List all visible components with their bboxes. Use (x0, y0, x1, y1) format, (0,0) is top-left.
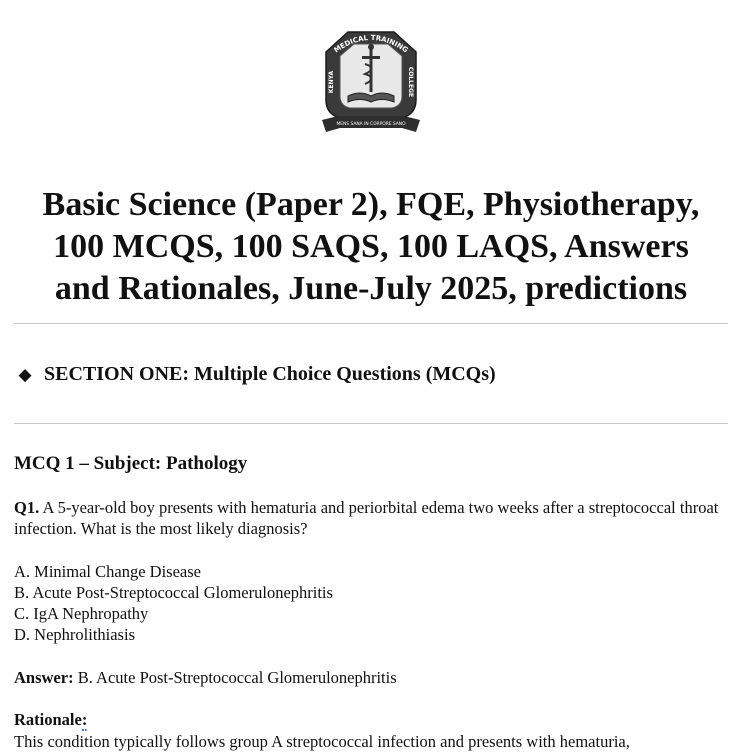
divider (14, 323, 728, 324)
title-line: Basic Science (Paper 2), FQE, Physiotherapy, (42, 186, 700, 223)
college-logo (318, 22, 424, 138)
answer-label: Answer: (14, 668, 74, 687)
question-label: Q1. (14, 498, 40, 517)
title-line: and Rationales, June-July 2025, predictions (54, 270, 688, 307)
logo-right-text: COLLEGE (407, 66, 414, 98)
answer-options (14, 561, 728, 645)
option-b: B. Acute Post-Streptococcal Glomerulonephritis (14, 583, 333, 602)
rationale-heading (14, 709, 728, 730)
document-title (14, 184, 728, 310)
option-c: C. IgA Nephropathy (14, 604, 149, 623)
section-heading (16, 361, 496, 388)
question (14, 497, 728, 539)
logo-top-text: MEDICAL TRAINING (332, 33, 410, 55)
rationale-label: Rationale (14, 710, 82, 729)
logo-left-text: KENYA (328, 70, 335, 94)
section-title: SECTION ONE: Multiple Choice Questions (MCQs) (44, 363, 496, 385)
question-text: A 5-year-old boy presents with hematuria and periorbital edema two weeks after a streptococcal throat infection. What is the most likely diagnosis? (14, 498, 719, 538)
diamond-icon: ◆ (18, 365, 32, 384)
answer (14, 667, 728, 688)
divider (14, 423, 728, 424)
option-d: D. Nephrolithiasis (14, 625, 135, 644)
title-line: 100 MCQS, 100 SAQS, 100 LAQS, Answers (53, 228, 689, 265)
rationale-colon: : (81, 710, 88, 729)
mcq-heading: MCQ 1 – Subject: Pathology (14, 453, 248, 474)
rationale-text: This condition typically follows group A streptococcal infection and presents with hematuria, (14, 732, 630, 751)
option-a: A. Minimal Change Disease (14, 562, 201, 581)
answer-text: B. Acute Post-Streptococcal Glomerulonephritis (77, 668, 397, 687)
logo-motto: MENS SANA IN CORPORE SANO (336, 122, 406, 127)
